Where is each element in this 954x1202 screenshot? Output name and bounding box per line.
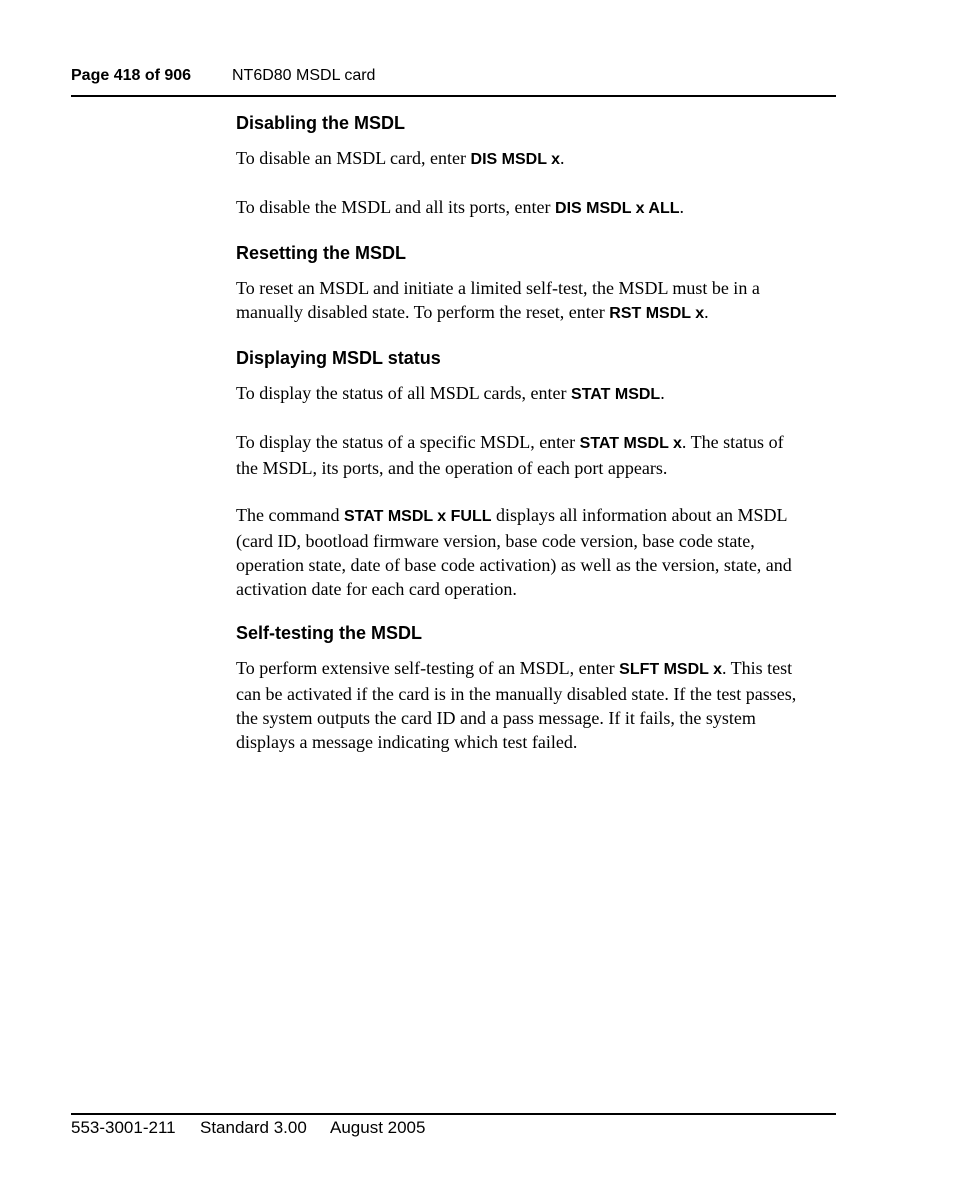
- text: .: [560, 148, 565, 168]
- text: the MSDL, its ports, and the operation of each port appears.: [236, 458, 668, 478]
- text: To disable the MSDL and all its ports, enter: [236, 197, 556, 217]
- text: To display the status of a specific MSDL, enter: [236, 432, 580, 452]
- section-heading: Resetting the MSDL: [236, 243, 407, 263]
- page-content: [236, 112, 836, 777]
- text: .: [660, 383, 665, 403]
- command-text: STAT MSDL x: [579, 435, 682, 452]
- page-header: [71, 66, 836, 86]
- text: To reset an MSDL and initiate a limited self-test, the MSDL must be in a: [236, 278, 760, 298]
- text: To display the status of all MSDL cards, enter: [236, 383, 572, 403]
- section-displaying: [236, 347, 836, 601]
- command-text: DIS MSDL x ALL: [555, 200, 680, 217]
- header-rule: [71, 95, 836, 97]
- document-number: 553-3001-211: [71, 1118, 176, 1137]
- text: . The status of: [681, 432, 784, 452]
- command-text: SLFT MSDL x: [619, 661, 722, 678]
- section-heading: Displaying MSDL status: [236, 348, 441, 368]
- text: displays a message indicating which test failed.: [236, 732, 578, 752]
- paragraph: [236, 195, 836, 221]
- paragraph: [236, 430, 836, 480]
- section-heading: Self-testing the MSDL: [236, 623, 423, 643]
- paragraph: [236, 146, 836, 172]
- paragraph: [236, 656, 836, 754]
- text: manually disabled state. To perform the reset, enter: [236, 302, 610, 322]
- text: The command: [236, 505, 344, 525]
- command-text: STAT MSDL: [571, 386, 661, 403]
- paragraph: [236, 276, 836, 326]
- command-text: RST MSDL x: [609, 305, 705, 322]
- section-disabling: [236, 112, 836, 221]
- document-title: NT6D80 MSDL card: [232, 67, 376, 84]
- text: can be activated if the card is in the manually disabled state. If the test passes,: [236, 684, 797, 704]
- text: displays all information about an MSDL: [491, 505, 788, 525]
- text: operation state, date of base code activation) as well as the version, state, and: [236, 555, 792, 575]
- text: the system outputs the card ID and a pass message. If it fails, the system: [236, 708, 756, 728]
- command-text: DIS MSDL x: [470, 151, 561, 168]
- text: (card ID, bootload firmware version, base code version, base code state,: [236, 531, 755, 551]
- text: To perform extensive self-testing of an MSDL, enter: [236, 658, 620, 678]
- paragraph: [236, 381, 836, 407]
- section-selftesting: [236, 622, 836, 754]
- text: .: [704, 302, 709, 322]
- section-heading: Disabling the MSDL: [236, 113, 406, 133]
- footer-rule: [71, 1113, 836, 1115]
- text: . This test: [721, 658, 793, 678]
- text: activation date for each card operation.: [236, 579, 517, 599]
- text: .: [679, 197, 684, 217]
- publication-date: August 2005: [330, 1118, 426, 1137]
- standard-version: Standard 3.00: [200, 1118, 307, 1137]
- section-resetting: [236, 242, 836, 326]
- paragraph: [236, 503, 836, 601]
- command-text: STAT MSDL x FULL: [343, 508, 492, 525]
- text: To disable an MSDL card, enter: [236, 148, 471, 168]
- page-number: Page 418 of 906: [71, 67, 192, 84]
